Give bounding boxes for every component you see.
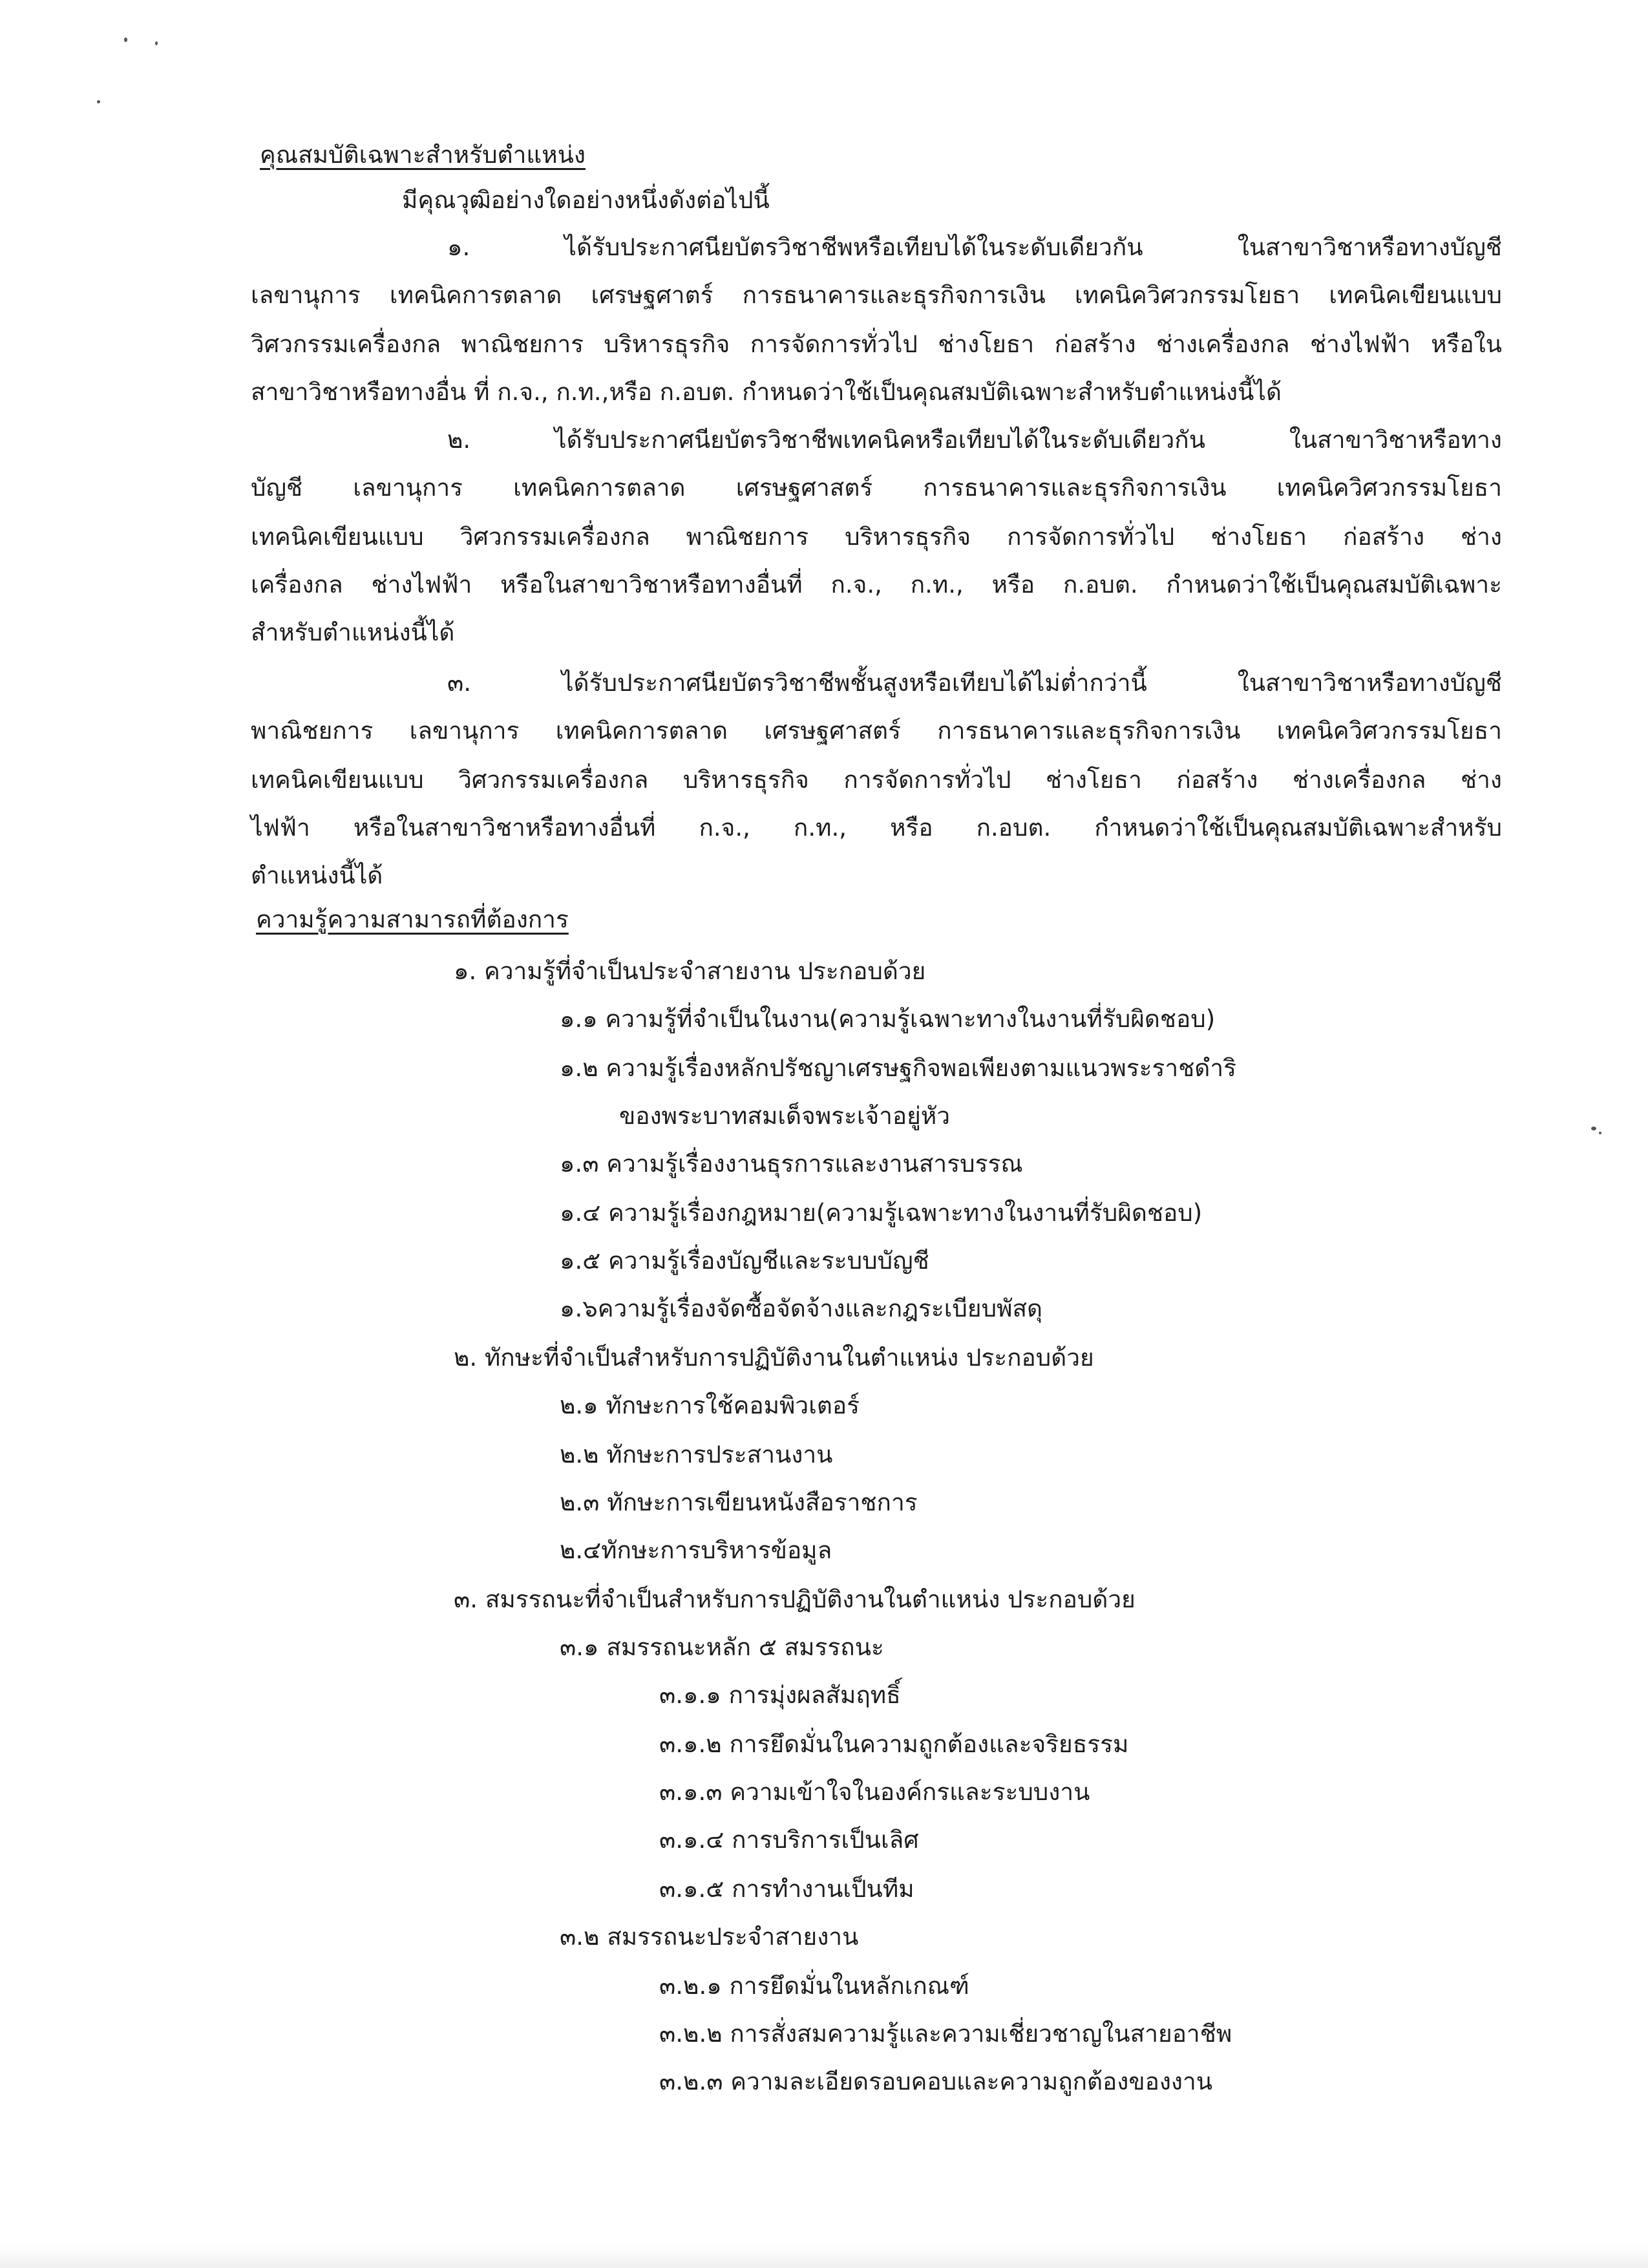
skills-item: ๒.๓ ทักษะการเขียนหนังสือราชการ [560, 1489, 918, 1516]
scan-speck [1591, 1127, 1596, 1130]
core-competency-item: ๓.๑.๓ ความเข้าใจในองค์กรและระบบงาน [659, 1778, 1090, 1806]
knowledge-item: ๑.๔ ความรู้เรื่องกฎหมาย(ความรู้เฉพาะทางในงานที่รับผิดชอบ) [560, 1199, 1203, 1227]
knowledge-item: ๑.๓ ความรู้เรื่องงานธุรการและงานสารบรรณ [560, 1150, 1023, 1178]
qualifications-heading: คุณสมบัติเฉพาะสำหรับตำแหน่ง [260, 141, 586, 169]
scan-speck [124, 37, 127, 42]
qualification-1-line-4: สาขาวิชาหรือทางอื่น ที่ ก.จ., ก.ท.,หรือ ก.อบต. กำหนดว่าใช้เป็นคุณสมบัติเฉพาะสำหรับตำแหน่งนี้ได้ [251, 378, 1282, 406]
knowledge-item-continuation: ของพระบาทสมเด็จพระเจ้าอยู่หัว [619, 1102, 951, 1130]
qualification-2-line-2: บัญชี เลขานุการ เทคนิคการตลาด เศรษฐศาสตร์ การธนาคารและธุรกิจการเงิน เทคนิควิศวกรรมโยธา [251, 474, 1502, 502]
scan-speck [1599, 1132, 1601, 1134]
knowledge-item: ๑.๑ ความรู้ที่จำเป็นในงาน(ความรู้เฉพาะทางในงานที่รับผิดชอบ) [560, 1005, 1216, 1033]
qualification-2-line-4: เครื่องกล ช่างไฟฟ้า หรือในสาขาวิชาหรือทางอื่นที่ ก.จ., ก.ท., หรือ ก.อบต. กำหนดว่าใช้เป็นคุณสมบัติเฉพาะ [251, 571, 1502, 599]
qualification-3-line-1: ๓. ได้รับประกาศนียบัตรวิชาชีพชั้นสูงหรือเทียบได้ไม่ต่ำกว่านี้ ในสาขาวิชาหรือทางบัญชี [447, 669, 1502, 697]
core-competency-title: ๓.๑ สมรรถนะหลัก ๕ สมรรถนะ [560, 1633, 884, 1661]
knowledge-item: ๑.๖ความรู้เรื่องจัดซื้อจัดจ้างและกฎระเบียบพัสดุ [560, 1295, 1043, 1322]
skills-item: ๒.๑ ทักษะการใช้คอมพิวเตอร์ [560, 1392, 860, 1419]
qualification-3-line-4: ไฟฟ้า หรือในสาขาวิชาหรือทางอื่นที่ ก.จ., ก.ท., หรือ ก.อบต. กำหนดว่าใช้เป็นคุณสมบัติเฉพาะสำหรับ [251, 814, 1502, 842]
qualification-1-line-1: ๑. ได้รับประกาศนียบัตรวิชาชีพหรือเทียบได้ในระดับเดียวกัน ในสาขาวิชาหรือทางบัญชี [447, 233, 1502, 261]
functional-competency-title: ๓.๒ สมรรถนะประจำสายงาน [560, 1923, 859, 1951]
core-competency-item: ๓.๑.๕ การทำงานเป็นทีม [659, 1875, 914, 1903]
qualifications-intro: มีคุณวุฒิอย่างใดอย่างหนึ่งดังต่อไปนี้ [402, 186, 770, 214]
qualification-3-line-5: ตำแหน่งนี้ได้ [251, 862, 383, 889]
functional-competency-item: ๓.๒.๒ การสั่งสมความรู้และความเชี่ยวชาญในสายอาชีพ [659, 2020, 1232, 2048]
scan-speck [155, 41, 158, 45]
scan-edge-shadow [0, 2245, 1648, 2268]
qualification-2-line-1: ๒. ได้รับประกาศนียบัตรวิชาชีพเทคนิคหรือเทียบได้ในระดับเดียวกัน ในสาขาวิชาหรือทาง [447, 426, 1502, 454]
core-competency-item: ๓.๑.๔ การบริการเป็นเลิศ [659, 1826, 919, 1854]
qualification-2-line-5: สำหรับตำแหน่งนี้ได้ [251, 619, 455, 646]
qualification-1-line-2: เลขานุการ เทคนิคการตลาด เศรษฐศาตร์ การธนาคารและธุรกิจการเงิน เทคนิควิศวกรรมโยธา เทคนิคเขียนแบบ [251, 281, 1502, 309]
qualification-2-line-3: เทคนิคเขียนแบบ วิศวกรรมเครื่องกล พาณิชยการ บริหารธุรกิจ การจัดการทั่วไป ช่างโยธา ก่อสร้าง ช่าง [251, 523, 1502, 551]
knowledge-item: ๑.๕ ความรู้เรื่องบัญชีและระบบบัญชี [560, 1247, 929, 1275]
knowledge-title: ๑. ความรู้ที่จำเป็นประจำสายงาน ประกอบด้วย [454, 957, 926, 985]
core-competency-item: ๓.๑.๑ การมุ่งผลสัมฤทธิ์ [659, 1681, 901, 1709]
functional-competency-item: ๓.๒.๑ การยึดมั่นในหลักเกณฑ์ [659, 1972, 969, 2000]
core-competency-item: ๓.๑.๒ การยึดมั่นในความถูกต้องและจริยธรรม [659, 1730, 1129, 1758]
qualification-1-line-3: วิศวกรรมเครื่องกล พาณิชยการ บริหารธุรกิจ การจัดการทั่วไป ช่างโยธา ก่อสร้าง ช่างเครื่องกล ช่างไฟฟ้า หรือใน [251, 330, 1502, 358]
scan-speck [97, 100, 100, 103]
knowledge-item: ๑.๒ ความรู้เรื่องหลักปรัชญาเศรษฐกิจพอเพียงตามแนวพระราชดำริ [560, 1054, 1236, 1082]
qualification-3-line-3: เทคนิคเขียนแบบ วิศวกรรมเครื่องกล บริหารธุรกิจ การจัดการทั่วไป ช่างโยธา ก่อสร้าง ช่างเครื่องกล ช่าง [251, 766, 1502, 794]
competencies-heading: ความรู้ความสามารถที่ต้องการ [256, 906, 569, 933]
skills-item: ๒.๒ ทักษะการประสานงาน [560, 1441, 833, 1468]
functional-competency-item: ๓.๒.๓ ความละเอียดรอบคอบและความถูกต้องของงาน [659, 2068, 1213, 2095]
skills-item: ๒.๔ทักษะการบริหารข้อมูล [560, 1536, 832, 1564]
qualification-3-line-2: พาณิชยการ เลขานุการ เทคนิคการตลาด เศรษฐศาสตร์ การธนาคารและธุรกิจการเงิน เทคนิควิศวกรรมโยธา [251, 717, 1502, 745]
skills-title: ๒. ทักษะที่จำเป็นสำหรับการปฏิบัติงานในตำแหน่ง ประกอบด้วย [454, 1344, 1094, 1372]
competency-title: ๓. สมรรถนะที่จำเป็นสำหรับการปฏิบัติงานในตำแหน่ง ประกอบด้วย [454, 1585, 1136, 1613]
